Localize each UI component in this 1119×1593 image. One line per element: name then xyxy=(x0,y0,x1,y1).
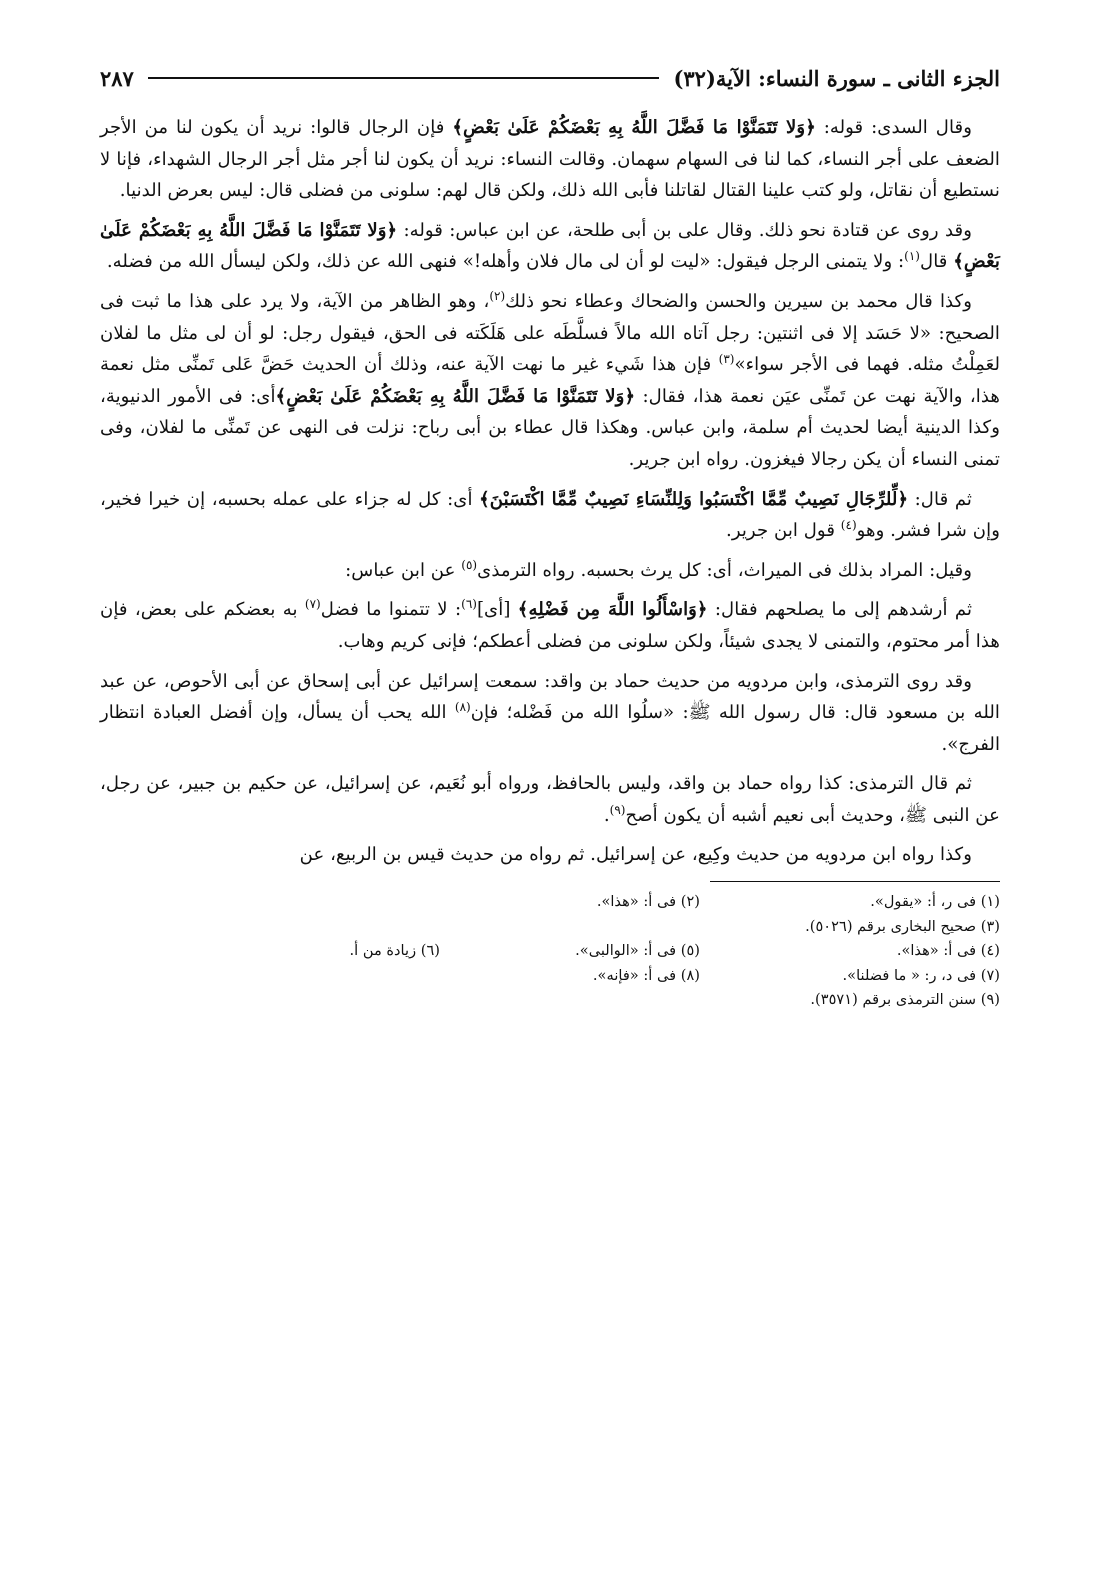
footnote-marker: (٥) xyxy=(461,557,478,572)
text-run: قول ابن جرير. xyxy=(726,520,841,542)
body-paragraph xyxy=(100,112,1000,207)
text-run: وكذا قال محمد بن سيرين والحسن والضحاك وعطاء نحو ذلك xyxy=(505,290,972,312)
running-header xyxy=(100,58,1000,98)
text-run: ثم قال الترمذى: كذا رواه حماد بن واقد، وليس بالحافظ، ورواه أبو نُعَيم، عن إسرائيل، عن حكيم بن جبير، عن رجل، عن النبى ﷺ، وحديث أبى نعيم أشبه أن يكون أصح xyxy=(100,773,1000,826)
footnote-marker: (٤) xyxy=(840,518,857,533)
quran-verse: ﴿وَلا تَتَمَنَّوْا مَا فَضَّلَ اللَّهُ بِهِ بَعْضَكُمْ عَلَىٰ بَعْضٍ﴾ xyxy=(100,219,1000,273)
footnote-marker: (٣) xyxy=(718,352,735,367)
footnote-row xyxy=(100,939,1000,964)
text-run: . xyxy=(603,804,610,826)
text-run: [أى] xyxy=(476,599,518,621)
footnote-4: (٤) فى أ: «هذا». xyxy=(896,942,1000,960)
text-run: ، وهو الظاهر من الآية، ولا يرد على هذا ما ثبت فى الصحيح: «لا حَسَد إلا فى اثنتين: رجل آتاه الله مالاً فسلَّطَه على هَلَكَته فى الحق، فيقول رجل: لو أن لى مثل ما لفلان لعَمِلْتُ مثله. فهما فى الأجر سواء» xyxy=(100,290,1000,376)
quran-verse: ﴿وَلا تَتَمَنَّوْا مَا فَضَّلَ اللَّهُ بِهِ بَعْضَكُمْ عَلَىٰ بَعْضٍ﴾ xyxy=(452,117,816,138)
footnote-row xyxy=(100,890,1000,915)
footnote-marker: (٨) xyxy=(454,700,471,715)
text-run: وقد روى الترمذى، وابن مردويه من حديث حماد بن واقد: سمعت إسرائيل عن أبى إسحاق عن أبى الأحوص، عن عبد الله بن مسعود قال: قال رسول الله ﷺ: «سلُوا الله من فَضْله؛ فإن xyxy=(100,670,1000,724)
body-paragraph xyxy=(100,839,1000,871)
main-text xyxy=(100,112,1000,871)
header-rule xyxy=(148,77,660,79)
text-run: أى: فى الأمور الدنيوية، وكذا الدينية أيضا لحديث أم سلمة، وابن عباس. وهكذا قال عطاء بن أبى رباح: نزلت فى النهى عن تَمنِّى ما لفلان، وفى تمنى النساء أن يكن رجالا فيغزون. رواه ابن جرير. xyxy=(100,385,1000,470)
text-run: وكذا رواه ابن مردويه من حديث وكِيع، عن إسرائيل. ثم رواه من حديث قيس بن الربيع، عن xyxy=(299,844,972,866)
text-run: أى: كل له جزاء على عمله بحسبه، إن خيرا فخير، وإن شرا فشر. وهو xyxy=(100,488,1000,542)
footnote-8: (٨) فى أ: «فإنه». xyxy=(592,966,700,984)
text-run: قال xyxy=(919,251,954,273)
footnote-marker: (٦) xyxy=(461,597,477,612)
body-paragraph xyxy=(100,666,1000,761)
footnote-marker: (١) xyxy=(904,249,920,264)
chapter-title: الجزء الثانى ـ سورة النساء: الآية(٣٢) xyxy=(673,65,1000,91)
text-run: فإن هذا شَيء غير ما نهت الآية عنه، وذلك أن الحديث حَضَّ عَلى تَمنِّى مثل نعمة هذا، والآية نهت عن تَمنِّى عيَن نعمة هذا، فقال: xyxy=(100,354,1000,407)
text-run: الله يحب أن يسأل، وإن أفضل العبادة انتظار الفرج». xyxy=(100,702,1000,755)
text-run: ثم أرشدهم إلى ما يصلحهم فقال: xyxy=(707,599,973,621)
footnote-7: (٧) فى د، ر: « ما فضلنا». xyxy=(842,966,1000,984)
body-paragraph xyxy=(100,215,1000,278)
page-number: ٢٨٧ xyxy=(100,65,134,91)
body-paragraph xyxy=(100,555,1000,587)
footnotes xyxy=(100,890,1000,1013)
body-paragraph xyxy=(100,594,1000,657)
footnote-9: (٩) سنن الترمذى برقم (٣٥٧١). xyxy=(810,991,1000,1009)
quran-verse: ﴿لِّلرِّجَالِ نَصِيبٌ مِّمَّا اكْتَسَبُوا وَلِلنِّسَاءِ نَصِيبٌ مِّمَّا اكْتَسَبْنَ﴾ xyxy=(479,488,909,510)
footnote-5: (٥) فى أ: «الوالبى». xyxy=(575,942,700,960)
footnote-2: (٢) فى أ: «هذا». xyxy=(596,893,700,911)
body-paragraph xyxy=(100,768,1000,831)
text-run: وقيل: المراد بذلك فى الميراث، أى: كل يرث بحسبه. رواه الترمذى xyxy=(477,559,972,581)
footnote-6: (٦) زيادة من أ. xyxy=(349,942,440,960)
footnote-1: (١) فى ر، أ: «يقول». xyxy=(870,893,1000,911)
book-page xyxy=(100,58,1000,1013)
text-run: وقال السدى: قوله: xyxy=(815,117,972,138)
text-run: عن ابن عباس: xyxy=(345,559,462,581)
footnote-marker: (٧) xyxy=(304,597,321,612)
footnote-marker: (٢) xyxy=(489,288,506,303)
text-run: وقد روى عن قتادة نحو ذلك. وقال على بن أبى طلحة، عن ابن عباس: قوله: xyxy=(397,219,972,241)
text-run: : لا تتمنوا ما فضل xyxy=(320,599,462,621)
text-run: به بعضكم على بعض، فإن هذا أمر محتوم، والتمنى لا يجدى شيئاً، ولكن سلونى من فضلى أعطكم؛ فإنى كريم وهاب. xyxy=(100,599,1000,652)
quran-verse: ﴿وَاسْأَلُوا اللَّهَ مِن فَضْلِهِ﴾ xyxy=(517,599,708,621)
text-run: ثم قال: xyxy=(908,488,972,510)
footnote-3: (٣) صحيح البخارى برقم (٥٠٢٦). xyxy=(805,917,1000,935)
body-paragraph xyxy=(100,484,1000,547)
text-run: فإن الرجال قالوا: نريد أن يكون لنا من الأجر الضعف على أجر النساء، كما لنا فى السهام سهمان. وقالت النساء: نريد أن يكون لنا أجر مثل أجر الرجال الشهداء، فإنا لا نستطيع أن نقاتل، ولو كتب علينا القتال لقاتلنا فأبى الله ذلك، ولكن قال لهم: سلونى من فضلى قال: ليس بعرض الدنيا. xyxy=(100,117,1000,202)
footnote-row xyxy=(100,964,1000,989)
quran-verse: ﴿وَلا تَتَمَنَّوْا مَا فَضَّلَ اللَّهُ بِهِ بَعْضَكُمْ عَلَىٰ بَعْضٍ﴾ xyxy=(275,385,636,407)
body-paragraph xyxy=(100,286,1000,476)
footnote-separator xyxy=(710,881,1000,882)
footnote-marker: (٩) xyxy=(609,802,626,817)
text-run: : ولا يتمنى الرجل فيقول: «ليت لو أن لى مال فلان وأهله!» فنهى الله عن ذلك، ولكن ليسأل الله من فضله. xyxy=(106,251,905,273)
